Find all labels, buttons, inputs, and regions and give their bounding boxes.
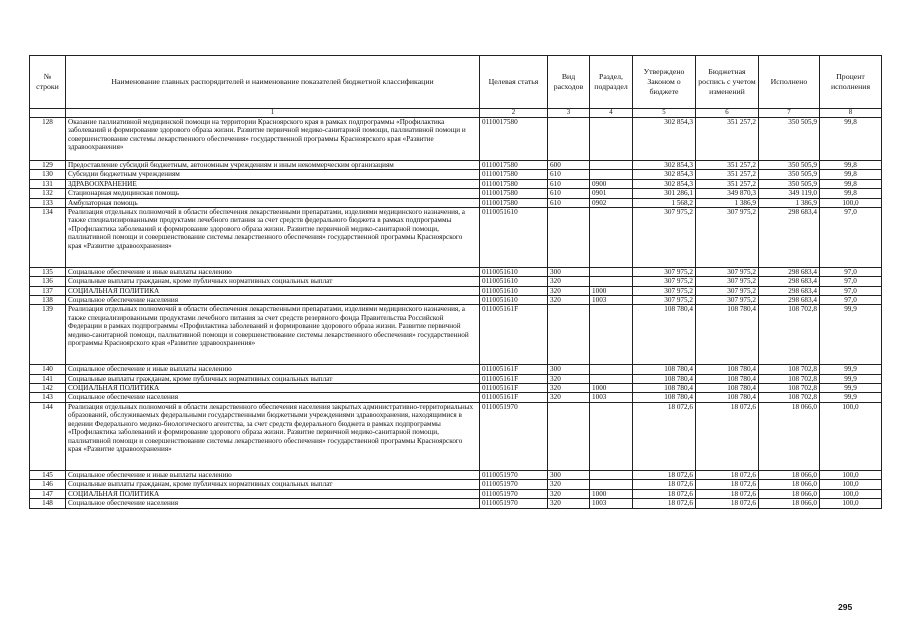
execution-percent: 99,8 (820, 179, 882, 188)
column-number: 7 (759, 109, 820, 118)
table-row (30, 384, 882, 393)
approved-amount: 302 854,3 (633, 118, 696, 161)
approved-amount: 302 854,3 (633, 170, 696, 179)
executed-amount: 349 119,0 (759, 189, 820, 198)
target-article: 0110051610 (480, 277, 548, 286)
column-number: 6 (696, 109, 759, 118)
section-code (590, 170, 633, 179)
table-row (30, 471, 882, 480)
expense-type: 610 (548, 179, 590, 188)
target-article: 0110051970 (480, 471, 548, 480)
expense-type: 320 (548, 499, 590, 508)
section-code: 1000 (590, 286, 633, 295)
execution-percent: 97,0 (820, 286, 882, 295)
expense-type: 600 (548, 161, 590, 170)
target-article: 011005161F (480, 305, 548, 365)
executed-amount: 1 386,9 (759, 198, 820, 207)
execution-percent: 99,8 (820, 118, 882, 161)
revised-amount: 108 780,4 (696, 365, 759, 374)
expense-type: 320 (548, 277, 590, 286)
section-code (590, 480, 633, 489)
expense-type: 320 (548, 374, 590, 383)
expense-type: 320 (548, 393, 590, 402)
revised-amount: 108 780,4 (696, 305, 759, 365)
approved-amount: 18 072,6 (633, 471, 696, 480)
section-code (590, 208, 633, 268)
target-article: 011005161F (480, 374, 548, 383)
row-number: 135 (30, 267, 66, 276)
executed-amount: 298 683,4 (759, 286, 820, 295)
section-code: 1003 (590, 296, 633, 305)
approved-amount: 18 072,6 (633, 480, 696, 489)
col-header-row-number: № строки (30, 56, 66, 109)
execution-percent: 100,0 (820, 471, 882, 480)
execution-percent: 97,0 (820, 208, 882, 268)
table-row (30, 170, 882, 179)
revised-amount: 18 072,6 (696, 489, 759, 498)
expense-type: 610 (548, 198, 590, 207)
approved-amount: 108 780,4 (633, 393, 696, 402)
row-name: Социальные выплаты гражданам, кроме публичных нормативных социальных выплат (66, 480, 480, 489)
executed-amount: 18 066,0 (759, 480, 820, 489)
expense-type: 320 (548, 480, 590, 489)
row-number: 132 (30, 189, 66, 198)
execution-percent: 100,0 (820, 198, 882, 207)
revised-amount: 351 257,2 (696, 170, 759, 179)
target-article: 0110051610 (480, 267, 548, 276)
executed-amount: 18 066,0 (759, 471, 820, 480)
approved-amount: 18 072,6 (633, 402, 696, 470)
row-name: Социальные выплаты гражданам, кроме публичных нормативных социальных выплат (66, 277, 480, 286)
row-number: 143 (30, 393, 66, 402)
revised-amount: 351 257,2 (696, 161, 759, 170)
row-name: СОЦИАЛЬНАЯ ПОЛИТИКА (66, 286, 480, 295)
row-number: 145 (30, 471, 66, 480)
revised-amount: 18 072,6 (696, 499, 759, 508)
column-number: 8 (820, 109, 882, 118)
revised-amount: 18 072,6 (696, 402, 759, 470)
expense-type: 610 (548, 170, 590, 179)
execution-percent: 97,0 (820, 267, 882, 276)
execution-percent: 100,0 (820, 480, 882, 489)
col-header-approved: Утверждено Законом о бюджете (633, 56, 696, 109)
executed-amount: 298 683,4 (759, 296, 820, 305)
row-name: Социальное обеспечение и иные выплаты населению (66, 471, 480, 480)
table-row (30, 489, 882, 498)
table-row (30, 198, 882, 207)
revised-amount: 18 072,6 (696, 480, 759, 489)
target-article: 0110051610 (480, 286, 548, 295)
execution-percent: 99,8 (820, 189, 882, 198)
expense-type (548, 305, 590, 365)
execution-percent: 99,9 (820, 393, 882, 402)
column-number-row (30, 109, 882, 118)
approved-amount: 108 780,4 (633, 305, 696, 365)
revised-amount: 307 975,2 (696, 296, 759, 305)
table-row (30, 374, 882, 383)
target-article: 011005161F (480, 393, 548, 402)
row-name: Социальное обеспечение населения (66, 499, 480, 508)
row-name: Социальное обеспечение и иные выплаты населению (66, 267, 480, 276)
row-name: Социальные выплаты гражданам, кроме публичных нормативных социальных выплат (66, 374, 480, 383)
row-number: 140 (30, 365, 66, 374)
executed-amount: 298 683,4 (759, 208, 820, 268)
budget-table (29, 55, 882, 509)
expense-type: 320 (548, 384, 590, 393)
executed-amount: 108 702,8 (759, 374, 820, 383)
column-number: 1 (66, 109, 480, 118)
row-name: Оказание паллиативной медицинской помощи на территории Красноярского края в рамках подпрограммы «Профилактика заболеваний и формирование здорового образа жизни. Развитие первичной медико-санитарной помощи, паллиативной помощи и совершенствование системы лекарственного обеспечения» государственной программы Красноярского края «Развитие здравоохранения» (66, 118, 480, 161)
approved-amount: 307 975,2 (633, 267, 696, 276)
execution-percent: 100,0 (820, 499, 882, 508)
table-row (30, 305, 882, 365)
col-header-percent: Процент исполнения (820, 56, 882, 109)
row-name: СОЦИАЛЬНАЯ ПОЛИТИКА (66, 489, 480, 498)
target-article: 011005161F (480, 384, 548, 393)
revised-amount: 108 780,4 (696, 374, 759, 383)
expense-type: 320 (548, 489, 590, 498)
expense-type (548, 402, 590, 470)
approved-amount: 307 975,2 (633, 277, 696, 286)
executed-amount: 18 066,0 (759, 499, 820, 508)
revised-amount: 108 780,4 (696, 393, 759, 402)
table-row (30, 267, 882, 276)
row-number: 137 (30, 286, 66, 295)
row-number: 136 (30, 277, 66, 286)
col-header-section: Раздел, подраздел (590, 56, 633, 109)
section-code: 1003 (590, 499, 633, 508)
section-code: 0901 (590, 189, 633, 198)
expense-type: 300 (548, 471, 590, 480)
executed-amount: 298 683,4 (759, 277, 820, 286)
execution-percent: 99,9 (820, 365, 882, 374)
execution-percent: 97,0 (820, 296, 882, 305)
execution-percent: 100,0 (820, 402, 882, 470)
table-row (30, 393, 882, 402)
table-row (30, 118, 882, 161)
page-number: 295 (838, 602, 853, 612)
row-number: 146 (30, 480, 66, 489)
executed-amount: 350 505,9 (759, 170, 820, 179)
row-name: Социальное обеспечение и иные выплаты населению (66, 365, 480, 374)
revised-amount: 349 870,3 (696, 189, 759, 198)
row-name: Предоставление субсидий бюджетным, автономным учреждениям и иным некоммерческим организациям (66, 161, 480, 170)
target-article: 0110051970 (480, 499, 548, 508)
approved-amount: 108 780,4 (633, 384, 696, 393)
section-code: 1000 (590, 489, 633, 498)
revised-amount: 307 975,2 (696, 208, 759, 268)
executed-amount: 108 702,8 (759, 393, 820, 402)
table-row (30, 286, 882, 295)
expense-type: 320 (548, 296, 590, 305)
table-row (30, 277, 882, 286)
revised-amount: 307 975,2 (696, 286, 759, 295)
target-article: 0110051970 (480, 402, 548, 470)
target-article: 0110017580 (480, 118, 548, 161)
row-name: Субсидии бюджетным учреждениям (66, 170, 480, 179)
section-code (590, 365, 633, 374)
row-name: Стационарная медицинская помощь (66, 189, 480, 198)
section-code (590, 118, 633, 161)
col-header-executed: Исполнено (759, 56, 820, 109)
table-row (30, 365, 882, 374)
expense-type (548, 118, 590, 161)
column-number (30, 109, 66, 118)
row-name: Реализация отдельных полномочий в области обеспечения лекарственными препаратами, изделиями медицинского назначения, а также специализированными продуктами лечебного питания за счет средств федерального бюджета в рамках подпрограммы «Профилактика заболеваний и формирование здорового образа жизни. Развитие первичной медико-санитарной помощи, паллиативной помощи и совершенствование системы лекарственного обеспечения» государственной программы Красноярского края «Развитие здравоохранения» (66, 208, 480, 268)
approved-amount: 108 780,4 (633, 374, 696, 383)
row-number: 130 (30, 170, 66, 179)
header-row (30, 56, 882, 109)
table-row (30, 208, 882, 268)
target-article: 0110017580 (480, 198, 548, 207)
row-name: Амбулаторная помощь (66, 198, 480, 207)
expense-type (548, 208, 590, 268)
section-code (590, 277, 633, 286)
approved-amount: 307 975,2 (633, 208, 696, 268)
row-number: 147 (30, 489, 66, 498)
target-article: 0110017580 (480, 161, 548, 170)
revised-amount: 18 072,6 (696, 471, 759, 480)
expense-type: 610 (548, 189, 590, 198)
table-row (30, 480, 882, 489)
executed-amount: 18 066,0 (759, 489, 820, 498)
section-code (590, 402, 633, 470)
row-number: 128 (30, 118, 66, 161)
row-number: 139 (30, 305, 66, 365)
row-number: 133 (30, 198, 66, 207)
approved-amount: 307 975,2 (633, 286, 696, 295)
table-row (30, 161, 882, 170)
table-row (30, 296, 882, 305)
column-number: 2 (480, 109, 548, 118)
approved-amount: 1 568,2 (633, 198, 696, 207)
row-name: ЗДРАВООХРАНЕНИЕ (66, 179, 480, 188)
target-article: 011005161F (480, 365, 548, 374)
row-number: 141 (30, 374, 66, 383)
target-article: 0110017580 (480, 179, 548, 188)
section-code: 1003 (590, 393, 633, 402)
expense-type: 320 (548, 286, 590, 295)
col-header-name: Наименование главных распорядителей и наименование показателей бюджетной классификации (66, 56, 480, 109)
execution-percent: 99,8 (820, 161, 882, 170)
revised-amount: 351 257,2 (696, 118, 759, 161)
section-code (590, 161, 633, 170)
execution-percent: 99,9 (820, 305, 882, 365)
execution-percent: 97,0 (820, 277, 882, 286)
row-number: 131 (30, 179, 66, 188)
row-name: Социальное обеспечение населения (66, 393, 480, 402)
section-code (590, 471, 633, 480)
column-number: 3 (548, 109, 590, 118)
column-number: 5 (633, 109, 696, 118)
executed-amount: 108 702,8 (759, 384, 820, 393)
target-article: 0110051610 (480, 296, 548, 305)
row-number: 129 (30, 161, 66, 170)
target-article: 0110051610 (480, 208, 548, 268)
row-number: 142 (30, 384, 66, 393)
target-article: 0110051970 (480, 489, 548, 498)
execution-percent: 99,9 (820, 384, 882, 393)
execution-percent: 99,9 (820, 374, 882, 383)
target-article: 0110051970 (480, 480, 548, 489)
revised-amount: 1 386,9 (696, 198, 759, 207)
approved-amount: 108 780,4 (633, 365, 696, 374)
execution-percent: 100,0 (820, 489, 882, 498)
execution-percent: 99,8 (820, 170, 882, 179)
table-row (30, 499, 882, 508)
row-name: СОЦИАЛЬНАЯ ПОЛИТИКА (66, 384, 480, 393)
revised-amount: 307 975,2 (696, 267, 759, 276)
row-number: 144 (30, 402, 66, 470)
approved-amount: 302 854,3 (633, 179, 696, 188)
revised-amount: 108 780,4 (696, 384, 759, 393)
column-number: 4 (590, 109, 633, 118)
section-code: 0902 (590, 198, 633, 207)
table-row (30, 179, 882, 188)
executed-amount: 18 066,0 (759, 402, 820, 470)
executed-amount: 350 505,9 (759, 161, 820, 170)
expense-type: 300 (548, 267, 590, 276)
section-code (590, 374, 633, 383)
revised-amount: 307 975,2 (696, 277, 759, 286)
executed-amount: 350 505,9 (759, 118, 820, 161)
row-name: Социальное обеспечение населения (66, 296, 480, 305)
section-code (590, 267, 633, 276)
col-header-expense-type: Вид расходов (548, 56, 590, 109)
section-code: 0900 (590, 179, 633, 188)
table-row (30, 189, 882, 198)
section-code (590, 305, 633, 365)
approved-amount: 301 286,1 (633, 189, 696, 198)
row-number: 148 (30, 499, 66, 508)
revised-amount: 351 257,2 (696, 179, 759, 188)
row-name: Реализация отдельных полномочий в области лекарственного обеспечения населения закрытых административно-территориальных образований, обслуживаемых федеральными государственными бюджетными учреждениями здравоохранения, находящимися в ведении Федерального медико-биологического агентства, за счет средств федерального бюджета в рамках подпрограммы «Профилактика заболеваний и формирование здорового образа жизни. Развитие первичной медико-санитарной помощи, паллиативной помощи и совершенствование системы лекарственного обеспечения» государственной программы Красноярского края «Развитие здравоохранения» (66, 402, 480, 470)
executed-amount: 108 702,8 (759, 305, 820, 365)
section-code: 1000 (590, 384, 633, 393)
executed-amount: 108 702,8 (759, 365, 820, 374)
target-article: 0110017580 (480, 170, 548, 179)
approved-amount: 302 854,3 (633, 161, 696, 170)
row-number: 134 (30, 208, 66, 268)
row-name: Реализация отдельных полномочий в области обеспечения лекарственными препаратами, изделиями медицинского назначения, а также специализированными продуктами лечебного питания за счет средств резервного фонда Правительства Российской Федерации в рамках подпрограммы «Профилактика заболеваний и формирование здорового образа жизни. Развитие первичной медико-санитарной помощи, паллиативной помощи и совершенствование системы лекарственного обеспечения» государственной программы Красноярского края «Развитие здравоохранения» (66, 305, 480, 365)
col-header-revised: Бюджетная роспись с учетом изменений (696, 56, 759, 109)
row-number: 138 (30, 296, 66, 305)
table-body (30, 118, 882, 509)
table-row (30, 402, 882, 470)
executed-amount: 350 505,9 (759, 179, 820, 188)
executed-amount: 298 683,4 (759, 267, 820, 276)
approved-amount: 18 072,6 (633, 489, 696, 498)
target-article: 0110017580 (480, 189, 548, 198)
approved-amount: 18 072,6 (633, 499, 696, 508)
expense-type: 300 (548, 365, 590, 374)
approved-amount: 307 975,2 (633, 296, 696, 305)
col-header-target-article: Целевая статья (480, 56, 548, 109)
